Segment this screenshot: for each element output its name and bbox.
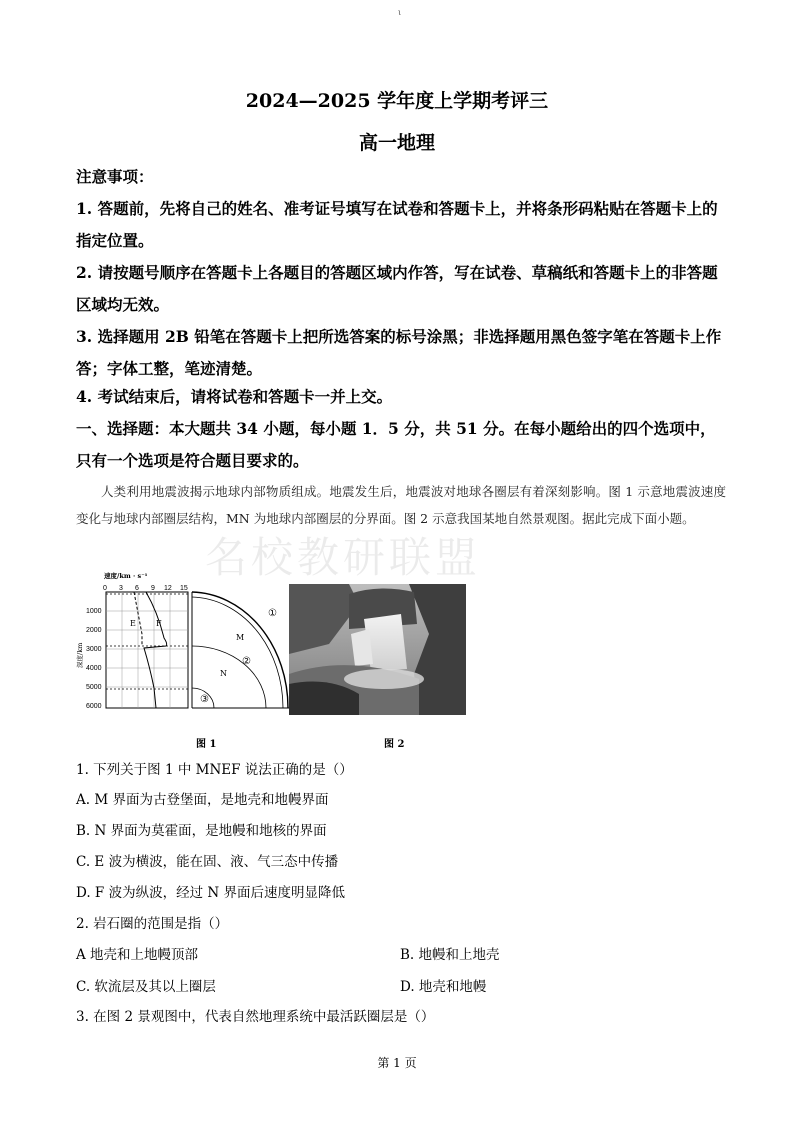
depth-tick: 4000 xyxy=(86,665,102,672)
question-1-option-d: D. F 波为纵波，经过 N 界面后速度明显降低 xyxy=(76,885,345,901)
speed-tick: 3 xyxy=(119,585,123,592)
notice-item-2: 2. 请按题号顺序在答题卡上各题目的答题区域内作答，写在试卷、草稿纸和答题卡上的非答题区域均无效。 xyxy=(76,263,718,314)
question-2-option-d: D. 地壳和地幔 xyxy=(400,979,487,995)
speed-tick: 9 xyxy=(151,585,155,592)
question-2-option-a: A 地壳和上地幔顶部 xyxy=(76,947,199,963)
notice-item-3: 3. 选择题用 2B 铅笔在答题卡上把所选答案的标号涂黑；非选择题用黑色签字笔在答题卡上作答；字体工整，笔迹清楚。 xyxy=(76,327,722,378)
figure-2-waterfall-photo xyxy=(289,584,466,715)
notice-heading: 注意事项： xyxy=(76,167,154,186)
notice-item-4: 4. 考试结束后，请将试卷和答题卡一并上交。 xyxy=(76,387,393,406)
layer-label-m: M xyxy=(236,633,245,642)
figure-1-caption: 图 1 xyxy=(196,739,217,750)
circled-label-2: ② xyxy=(242,656,251,667)
depth-tick: 5000 xyxy=(86,684,102,691)
header-mark: ι xyxy=(398,8,402,17)
exam-title: 2024—2025 学年度上学期考评三 xyxy=(245,90,549,112)
figure-2-caption: 图 2 xyxy=(384,739,405,750)
depth-axis-label: 深度/km xyxy=(76,642,84,668)
section-heading: 一、选择题：本大题共 34 小题，每小题 1．5 分，共 51 分。在每小题给出的四个选项中，只有一个选项是符合题目要求的。 xyxy=(76,419,716,470)
depth-tick: 3000 xyxy=(86,646,102,653)
page-footer: 第 1 页 xyxy=(377,1056,417,1070)
figure-1-diagram xyxy=(76,568,290,716)
layer-label-n: N xyxy=(220,669,227,678)
speed-axis-label: 速度/km · s⁻¹ xyxy=(104,572,148,580)
wave-label-e: E xyxy=(130,619,136,628)
question-1-option-a: A. M 界面为古登堡面，是地壳和地幔界面 xyxy=(76,792,329,808)
circled-label-3: ③ xyxy=(200,694,209,705)
question-1-option-c: C. E 波为横波，能在固、液、气三态中传播 xyxy=(76,854,339,870)
question-2-option-c: C. 软流层及其以上圈层 xyxy=(76,979,216,995)
notice-item-1: 1. 答题前，先将自己的姓名、准考证号填写在试卷和答题卡上，并将条形码粘贴在答题卡上的指定位置。 xyxy=(76,199,718,250)
depth-tick: 6000 xyxy=(86,703,102,710)
question-1: 1. 下列关于图 1 中 MNEF 说法正确的是（） xyxy=(76,762,353,778)
question-2: 2. 岩石圈的范围是指（） xyxy=(76,916,229,932)
wave-label-f: F xyxy=(156,619,162,628)
circled-label-1: ① xyxy=(268,608,277,619)
question-1-option-b: B. N 界面为莫霍面，是地幔和地核的界面 xyxy=(76,823,327,839)
speed-tick: 15 xyxy=(180,585,188,592)
watermark: 名校教研联盟 xyxy=(205,533,482,582)
speed-tick: 12 xyxy=(164,585,172,592)
question-2-option-b: B. 地幔和上地壳 xyxy=(400,947,500,963)
question-3: 3. 在图 2 景观图中，代表自然地理系统中最活跃圈层是（） xyxy=(76,1009,435,1025)
depth-tick: 1000 xyxy=(86,608,102,615)
speed-tick: 6 xyxy=(135,585,139,592)
exam-subject: 高一地理 xyxy=(358,132,435,154)
passage: 人类利用地震波揭示地球内部物质组成。地震发生后，地震波对地球各圈层有着深刻影响。图 1 示意地震波速度变化与地球内部圈层结构，MN 为地球内部圈层的分界面。图 2 示意我国某地自然景观图。据此完成下面小题。 xyxy=(76,484,726,526)
speed-tick: 0 xyxy=(103,585,107,592)
depth-tick: 2000 xyxy=(86,627,102,634)
